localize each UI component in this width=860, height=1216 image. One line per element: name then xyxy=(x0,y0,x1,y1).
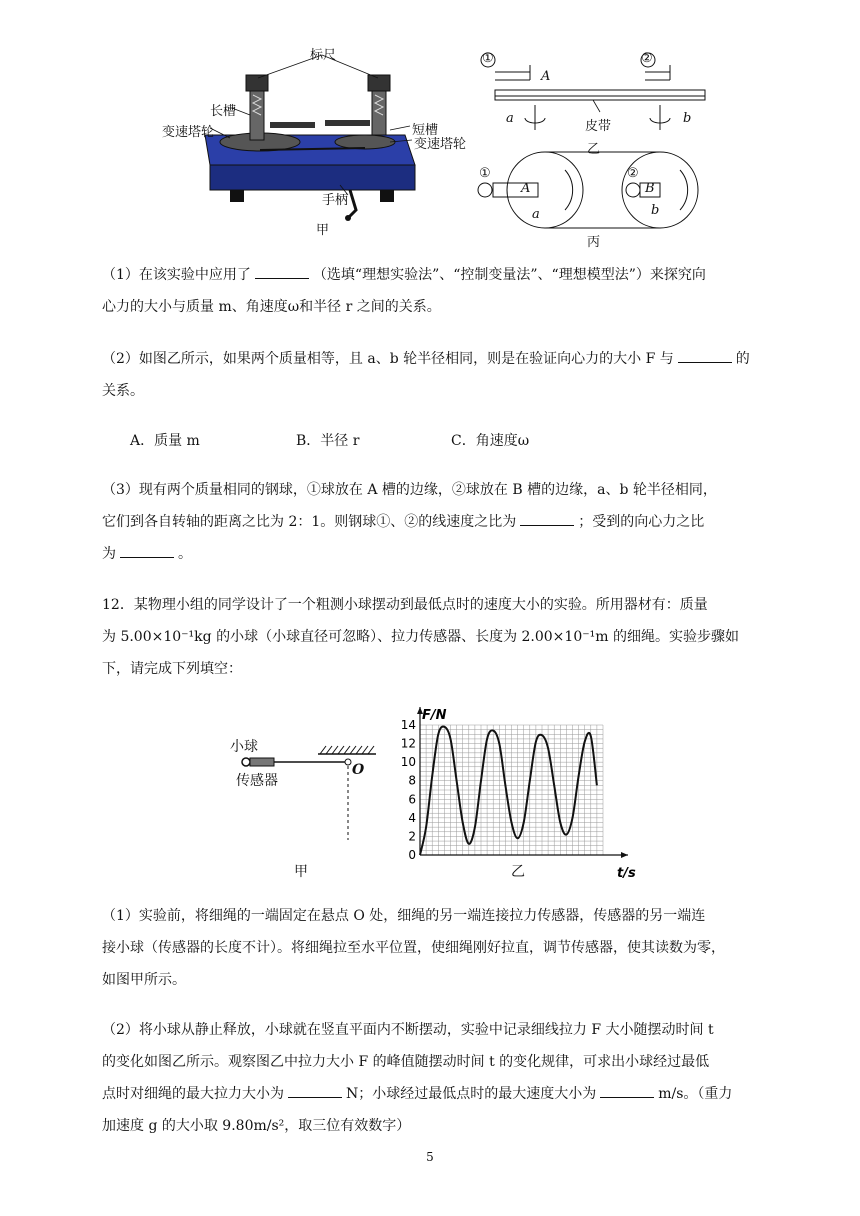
bing-label-a: a xyxy=(532,207,540,222)
caption-yi-top: 乙 xyxy=(587,142,601,157)
q12-p2-blank2[interactable] xyxy=(600,1083,654,1098)
q11-option-c[interactable]: C．角速度ω xyxy=(451,433,530,449)
label-biansu-left: 变速塔轮 xyxy=(162,125,215,140)
q11-p1-after: （选填“理想实验法”、“控制变量法”、“理想模型法”）来探究向 xyxy=(312,267,706,283)
caption-bing: 丙 xyxy=(587,235,601,250)
label-biaochi: 标尺 xyxy=(310,48,337,63)
q12-p2-line4: 加速度 g 的大小取 9.80m/s²，取三位有效数字） xyxy=(102,1118,411,1134)
q11-p2-blank[interactable] xyxy=(678,348,732,363)
q12-intro xyxy=(102,589,762,685)
q11-p3-blank1[interactable] xyxy=(520,511,574,526)
caption-jia-top: 甲 xyxy=(316,223,330,238)
y-axis-label: F/N xyxy=(422,708,447,723)
q11-p3-line3-after: 。 xyxy=(178,546,192,562)
q12-p1-line3: 如图甲所示。 xyxy=(102,972,186,988)
x-axis-arrow xyxy=(621,852,628,858)
q12-caption-yi: 乙 xyxy=(511,864,525,880)
q11-p2-line2: 关系。 xyxy=(102,383,144,399)
q12-p1-line1: （1）实验前，将细绳的一端固定在悬点 O 处，细绳的另一端连接拉力传感器，传感器的另一端连 xyxy=(102,908,706,924)
label-duancao: 短槽 xyxy=(412,123,439,138)
label-biansu-right: 变速塔轮 xyxy=(414,137,467,152)
pendulum-figure-jia xyxy=(230,740,380,870)
bing-label-B: B xyxy=(645,181,655,196)
q12-p2-line2: 的变化如图乙所示。观察图乙中拉力大小 F 的峰值随摆动时间 t 的变化规律，可求出小球经过最低 xyxy=(102,1054,710,1070)
q12-caption-jia: 甲 xyxy=(294,864,308,880)
q11-part1 xyxy=(102,259,762,323)
q12-p2-line3-mid: N；小球经过最低点时的最大速度大小为 xyxy=(346,1086,597,1102)
q12-line1: 12．某物理小组的同学设计了一个粗测小球摆动到最低点时的速度大小的实验。所用器材有：质量 xyxy=(102,597,708,613)
q11-p1-line2: 心力的大小与质量 m、角速度ω和半径 r 之间的关系。 xyxy=(102,299,441,315)
y-tick-label: 0 xyxy=(408,848,416,862)
label-changcao: 长槽 xyxy=(210,104,237,119)
q11-part2 xyxy=(102,343,762,407)
x-axis-label: t/s xyxy=(617,866,636,880)
q11-option-b[interactable]: B．半径 r xyxy=(296,433,360,449)
q12-line3: 下，请完成下列填空： xyxy=(102,661,242,677)
bing-label-1: ① xyxy=(479,166,491,181)
y-tick-label: 10 xyxy=(400,755,416,770)
q11-p2-before: （2）如图乙所示，如果两个质量相等，且 a、b 轮半径相同，则是在验证向心力的大小 F 与 xyxy=(102,351,674,367)
y-tick-label: 8 xyxy=(408,773,416,788)
q12-label-sensor: 传感器 xyxy=(236,773,278,789)
q11-p1-blank[interactable] xyxy=(255,264,309,279)
bing-label-b: b xyxy=(651,203,660,218)
label-shoubing: 手柄 xyxy=(322,193,349,208)
q11-option-a[interactable]: A．质量 m xyxy=(130,433,200,449)
belt-top-view-bing xyxy=(475,150,715,235)
yi-label-a: a xyxy=(506,111,514,126)
q12-label-ball: 小球 xyxy=(230,739,258,755)
y-tick-label: 12 xyxy=(400,736,416,751)
bing-label-A: A xyxy=(521,181,531,196)
q12-p2-line3-before: 点时对细绳的最大拉力大小为 xyxy=(102,1086,284,1102)
q12-part2 xyxy=(102,1014,762,1142)
q11-p3-line3-before: 为 xyxy=(102,546,116,562)
q11-p2-after: 的 xyxy=(735,351,750,367)
q12-label-O: O xyxy=(352,762,365,778)
q11-p3-line2-after: ；受到的向心力之比 xyxy=(578,514,705,530)
q11-part3 xyxy=(102,474,762,570)
yi-label-A: A xyxy=(541,69,551,84)
q12-p2-blank1[interactable] xyxy=(288,1083,342,1098)
q12-part1 xyxy=(102,900,762,996)
q12-line2: 为 5.00×10⁻¹kg 的小球（小球直径可忽略）、拉力传感器、长度为 2.00×10⁻¹m 的细绳。实验步骤如 xyxy=(102,629,739,645)
yi-label-b: b xyxy=(683,111,692,126)
y-tick-label: 6 xyxy=(408,792,416,807)
page-number: 5 xyxy=(426,1150,434,1164)
force-time-chart xyxy=(395,700,640,880)
q12-p1-line2: 接小球（传感器的长度不计）。将细绳拉至水平位置，使细绳刚好拉直，调节传感器，使其读数为零， xyxy=(102,940,725,956)
bing-label-2: ② xyxy=(627,166,639,181)
q12-p2-line1: （2）将小球从静止释放，小球就在竖直平面内不断摆动，实验中记录细线拉力 F 大小随摆动时间 t xyxy=(102,1022,714,1038)
q11-p3-blank2[interactable] xyxy=(120,543,174,558)
yi-label-pidai: 皮带 xyxy=(585,119,612,134)
q12-p2-line3-after: m/s。（重力 xyxy=(658,1086,733,1102)
q11-p3-line1: （3）现有两个质量相同的钢球，①球放在 A 槽的边缘，②球放在 B 槽的边缘，a、b 轮半径相同， xyxy=(102,482,717,498)
y-tick-label: 14 xyxy=(400,718,416,732)
yi-label-2: ② xyxy=(641,51,653,66)
force-curve-series xyxy=(420,727,597,855)
y-tick-label: 4 xyxy=(408,810,416,825)
q11-p3-line2-before: 它们到各自转轴的距离之比为 2：1。则钢球①、②的线速度之比为 xyxy=(102,514,517,530)
q11-p1-before: （1）在该实验中应用了 xyxy=(102,267,251,283)
y-tick-label: 2 xyxy=(408,829,416,844)
yi-label-1: ① xyxy=(482,51,494,66)
